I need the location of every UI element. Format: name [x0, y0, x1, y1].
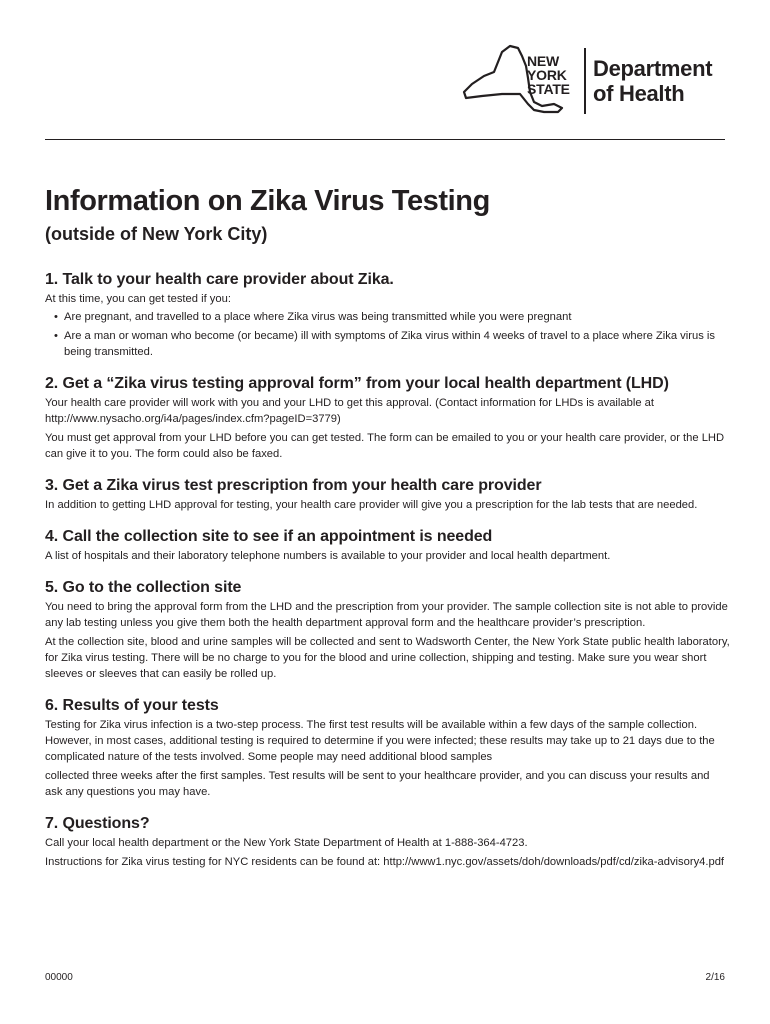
logo-state-line: NEW	[527, 53, 560, 69]
section-paragraph: Call your local health department or the New York State Department of Health at 1-888-364-4723.	[45, 837, 528, 849]
section-paragraph: In addition to getting LHD approval for testing, your health care provider will give you a prescription for the lab tests that are needed.	[45, 499, 698, 511]
footer-date: 2/16	[705, 972, 725, 983]
page-header	[0, 0, 770, 140]
section-heading: 5. Go to the collection site	[45, 579, 242, 596]
footer-code: 00000	[45, 972, 73, 983]
logo-state-line: STATE	[527, 81, 570, 97]
section-4	[45, 527, 730, 564]
logo-state-line: YORK	[527, 67, 567, 83]
section-paragraph: collected three weeks after the first samples. Test results will be sent to your healthcare provider, and you can discuss your results and ask any questions you may have.	[45, 770, 710, 798]
bullet-item: • Are pregnant, and travelled to a place where Zika virus was being transmitted while you were pregnant	[45, 309, 730, 326]
logo-department-text	[593, 56, 712, 106]
section-paragraph: Your health care provider will work with you and your LHD to get this approval. (Contact information for LHDs is available at http://www.nysacho.org/i4a/pages/index.cfm?pageID=3779)	[45, 397, 654, 425]
section-paragraph: You need to bring the approval form from the LHD and the prescription from your provider. The sample collection site is not able to provide any lab testing unless you give them both the health department approval form and the healthcare provider’s prescription.	[45, 601, 728, 629]
section-heading: 1. Talk to your health care provider about Zika.	[45, 271, 394, 288]
section-heading: 2. Get a “Zika virus testing approval form” from your local health department (LHD)	[45, 375, 669, 392]
logo-dept-line: of Health	[593, 81, 685, 106]
section-paragraph: A list of hospitals and their laboratory telephone numbers is available to your provider and local health department.	[45, 550, 611, 562]
section-1	[45, 270, 730, 360]
section-heading: 4. Call the collection site to see if an appointment is needed	[45, 528, 493, 545]
page-title: Information on Zika Virus Testing	[45, 185, 490, 217]
section-heading: 6. Results of your tests	[45, 697, 219, 714]
document-body	[45, 184, 730, 870]
section-5	[45, 578, 730, 682]
section-6	[45, 696, 730, 800]
logo-divider	[584, 48, 586, 114]
section-heading: 7. Questions?	[45, 815, 150, 832]
logo-dept-line: Department	[593, 56, 713, 81]
page-subtitle: (outside of New York City)	[45, 224, 268, 244]
section-paragraph: At the collection site, blood and urine samples will be collected and sent to Wadsworth Center, the New York State public health laboratory, for Zika virus testing. There will be no charge to you for the blood and urine collection, shipping and testing. Make sure you wear short sleeves or sleeves that can easily be rolled up.	[45, 636, 730, 680]
section-paragraph: Testing for Zika virus infection is a two-step process. The first test results will be available within a few days of the sample collection. However, in most cases, additional testing is required to determine if you were infected; these results may take up to 21 days due to the complicated nature of the tests involved. Some people may need additional blood samples	[45, 719, 715, 763]
section-paragraph: Instructions for Zika virus testing for NYC residents can be found at: http://www1.nyc.gov/assets/doh/downloads/pdf/cd/zika-advisory4.pdf	[45, 856, 725, 868]
bullet-item: • Are a man or woman who become (or became) ill with symptoms of Zika virus within 4 weeks of travel to a place where Zika virus is being transmitted.	[45, 328, 730, 360]
section-paragraph: You must get approval from your LHD before you can get tested. The form can be emailed to you or your health care provider, or the LHD can give it to you. The form could also be faxed.	[45, 432, 725, 460]
section-7	[45, 814, 730, 870]
section-2	[45, 374, 730, 462]
section-intro: At this time, you can get tested if you:	[45, 293, 231, 305]
section-heading: 3. Get a Zika virus test prescription from your health care provider	[45, 477, 542, 494]
logo-state-text	[527, 54, 570, 96]
section-3	[45, 476, 730, 513]
header-rule	[45, 139, 725, 140]
